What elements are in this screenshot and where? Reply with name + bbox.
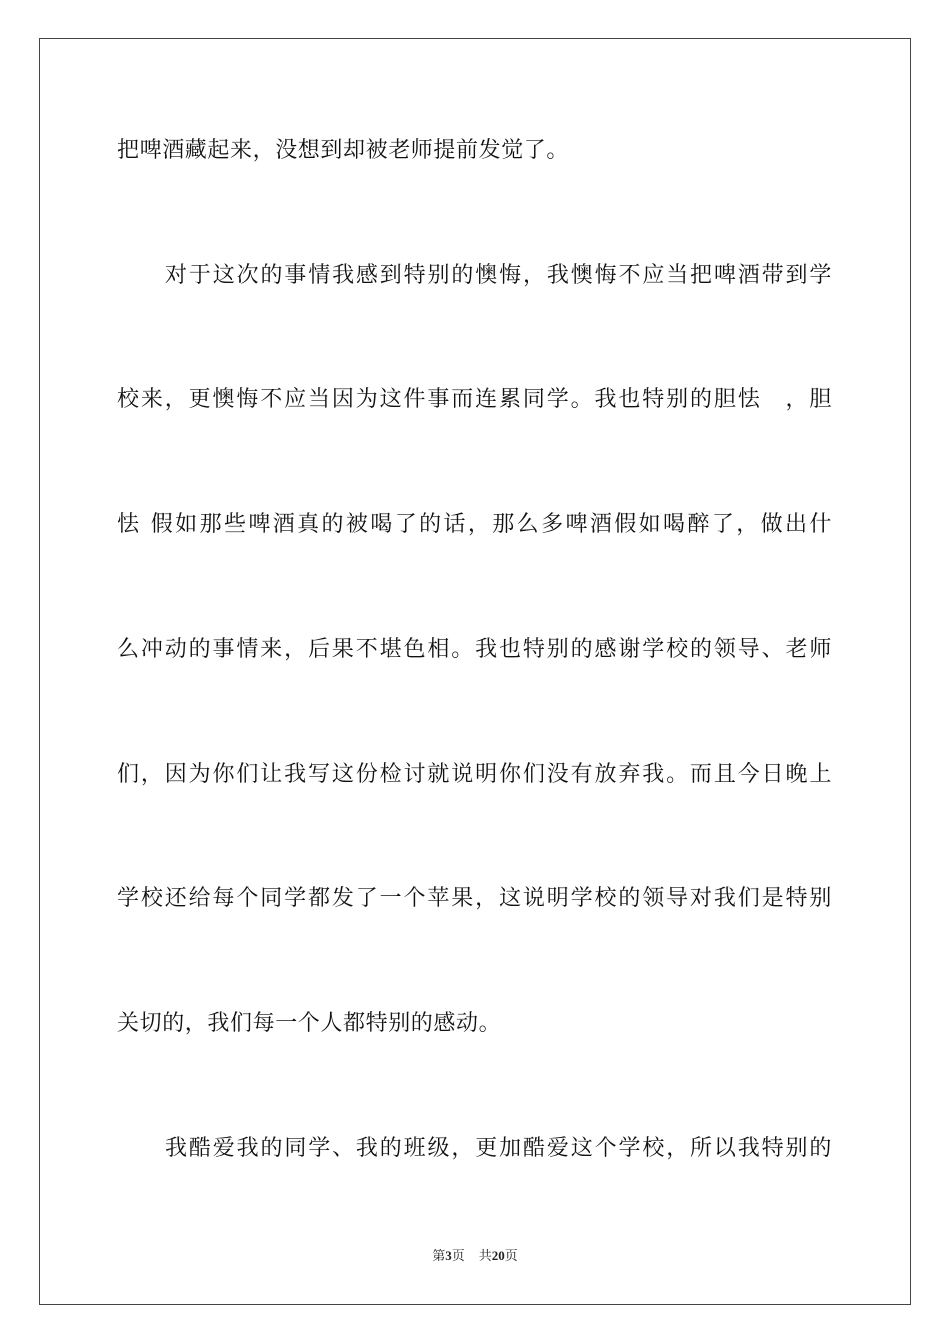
text-line-2: 对于这次的事情我感到特别的懊悔，我懊悔不应当把啤酒带到学	[165, 263, 832, 288]
text-line-8: 关切的，我们每一个人都特别的感动。	[117, 1011, 502, 1036]
text-line-1: 把啤酒藏起来，没想到却被老师提前发觉了。	[117, 138, 570, 163]
page-border	[39, 38, 911, 1305]
page-footer	[0, 1247, 950, 1266]
text-line-3: 校来，更懊悔不应当因为这件事而连累同学。我也特别的胆怯 ，胆	[117, 387, 832, 412]
page-suffix: 页	[451, 1249, 465, 1264]
text-line-6: 们，因为你们让我写这份检讨就说明你们没有放弃我。而且今日晚上	[117, 762, 832, 787]
total-suffix: 页	[504, 1249, 518, 1264]
total-pages: 20	[491, 1248, 505, 1263]
page-number: 3	[445, 1248, 452, 1263]
text-line-7: 学校还给每个同学都发了一个苹果，这说明学校的领导对我们是特别	[117, 886, 832, 911]
total-prefix: 共	[478, 1249, 492, 1264]
text-line-9: 我酷爱我的同学、我的班级，更加酷爱这个学校，所以我特别的	[165, 1136, 832, 1161]
text-line-4: 怯 假如那些啤酒真的被喝了的话，那么多啤酒假如喝醉了，做出什	[117, 512, 832, 537]
text-line-5: 么冲动的事情来，后果不堪色相。我也特别的感谢学校的领导、老师	[117, 637, 832, 662]
page-prefix: 第	[432, 1249, 446, 1264]
